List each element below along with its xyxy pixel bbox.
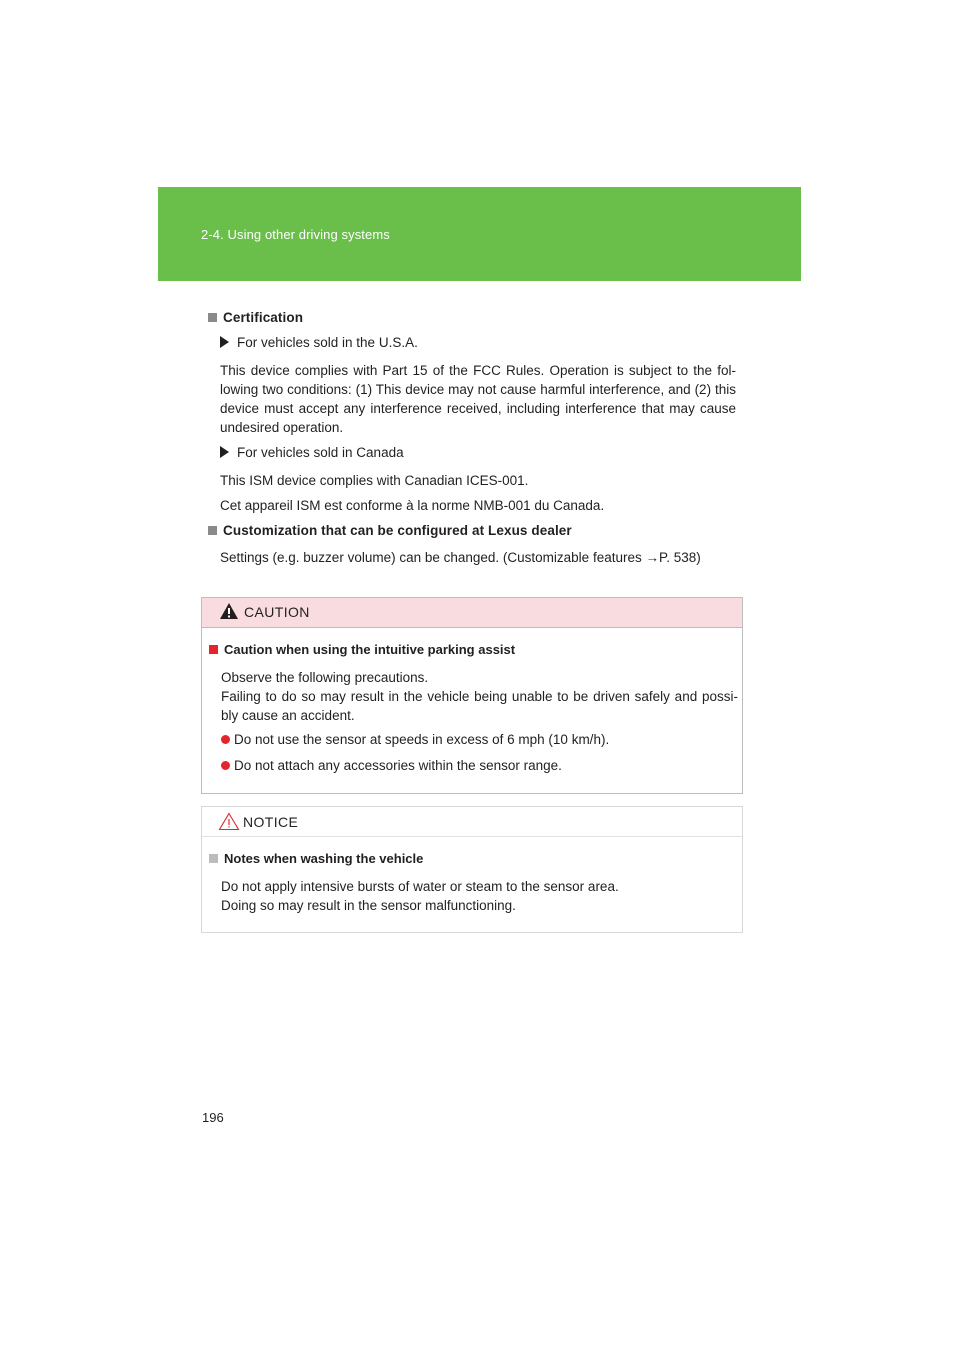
square-bullet-icon xyxy=(209,645,218,654)
canada-label xyxy=(220,445,404,460)
square-bullet-icon xyxy=(208,526,217,535)
notice-title: NOTICE xyxy=(243,814,299,830)
caution-subheading xyxy=(209,642,515,657)
canada-paragraph-en: This ISM device complies with Canadian ICES-001. xyxy=(220,473,529,488)
notice-line-2: Doing so may result in the sensor malfunctioning. xyxy=(221,898,516,913)
customization-paragraph: Settings (e.g. buzzer volume) can be changed. (Customizable features →P. 538) xyxy=(220,550,701,565)
caution-bullet-1 xyxy=(221,732,609,747)
notice-subheading xyxy=(209,851,423,866)
customization-heading-text: Customization that can be configured at Lexus dealer xyxy=(223,523,572,538)
customization-heading xyxy=(208,523,572,538)
usa-label-text: For vehicles sold in the U.S.A. xyxy=(237,335,418,350)
notice-box xyxy=(201,806,743,933)
section-title: 2-4. Using other driving systems xyxy=(201,227,390,242)
caution-header xyxy=(202,598,742,628)
caution-line-2: Failing to do so may result in the vehicle being unable to be driven safely and possi-bly cause an accident. xyxy=(221,689,738,723)
canada-paragraph-fr: Cet appareil ISM est conforme à la norme NMB-001 du Canada. xyxy=(220,498,605,513)
square-bullet-icon xyxy=(209,854,218,863)
caution-bullet-2 xyxy=(221,758,562,773)
section-header-band xyxy=(158,187,801,281)
arrow-right-icon xyxy=(220,336,229,348)
square-bullet-icon xyxy=(208,313,217,322)
caution-line-1: Observe the following precautions. xyxy=(221,670,429,685)
red-dot-icon xyxy=(221,735,230,744)
notice-line-1: Do not apply intensive bursts of water or steam to the sensor area. xyxy=(221,879,619,894)
caution-bullet-2-text: Do not attach any accessories within the sensor range. xyxy=(234,758,562,773)
warning-triangle-icon xyxy=(219,602,239,620)
page-number: 196 xyxy=(202,1110,224,1125)
notice-subheading-text: Notes when washing the vehicle xyxy=(224,851,424,866)
usa-paragraph: This device complies with Part 15 of the FCC Rules. Operation is subject to the fol-lowing two conditions: (1) This device may not cause harmful interference, and (2) this device must accept any interference received, including interference that may cause undesired operation. xyxy=(220,363,736,435)
certification-heading xyxy=(208,310,303,325)
warning-triangle-outline-icon xyxy=(218,812,240,831)
red-dot-icon xyxy=(221,761,230,770)
certification-heading-text: Certification xyxy=(223,310,304,325)
arrow-right-icon xyxy=(220,446,229,458)
usa-label xyxy=(220,335,418,350)
caution-title: CAUTION xyxy=(244,604,310,620)
canada-label-text: For vehicles sold in Canada xyxy=(237,445,404,460)
notice-header xyxy=(202,807,742,837)
caution-subheading-text: Caution when using the intuitive parking assist xyxy=(224,642,516,657)
caution-box xyxy=(201,597,743,794)
caution-bullet-1-text: Do not use the sensor at speeds in excess of 6 mph (10 km/h). xyxy=(234,732,610,747)
